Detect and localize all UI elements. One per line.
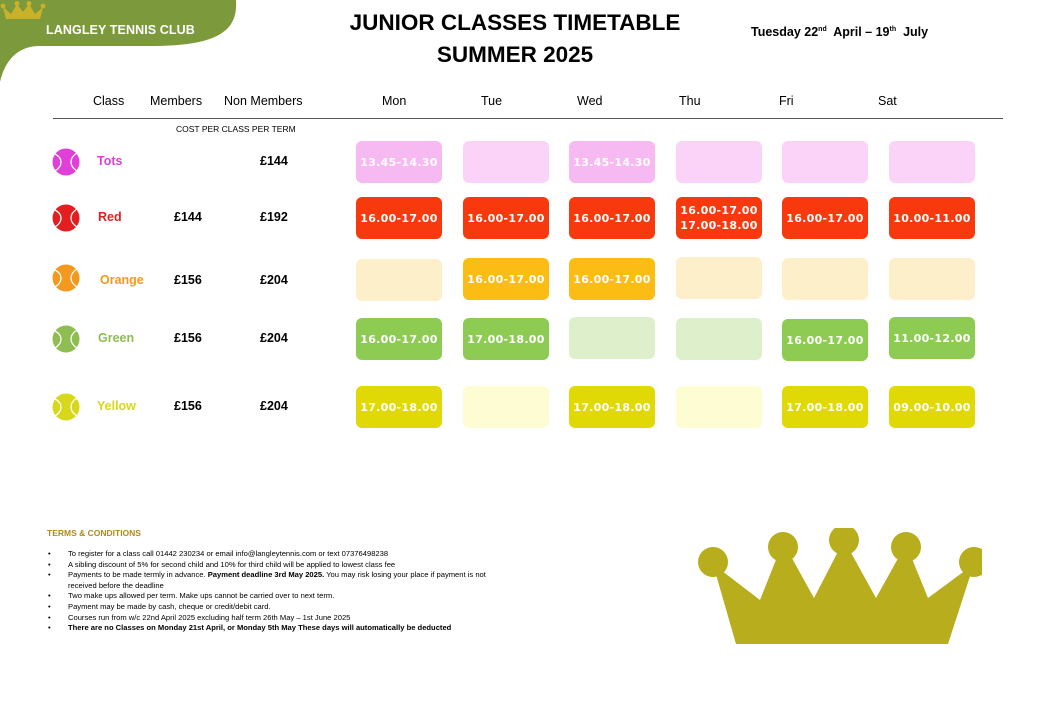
slot-time: 16.00-17.00	[573, 272, 651, 286]
members-price: £156	[174, 399, 202, 413]
tennis-ball-icon	[52, 325, 80, 353]
col-header-class: Class	[93, 94, 125, 108]
empty-slot	[676, 386, 762, 428]
class-slot	[569, 197, 655, 239]
empty-slot	[569, 317, 655, 359]
terms-item: • Two make ups allowed per term. Make ups cannot be carried over to next term.	[48, 591, 568, 602]
non-members-price: £204	[260, 273, 288, 287]
slot-time: 13.45-14.30	[573, 155, 651, 169]
terms-title: TERMS & CONDITIONS	[47, 528, 141, 538]
col-header-non-members: Non Members	[224, 94, 303, 108]
col-header-sat: Sat	[878, 94, 897, 108]
cost-note: COST PER CLASS PER TERM	[176, 124, 296, 134]
terms-item: • To register for a class call 01442 230234 or email info@langleytennis.com or text 07376498238	[48, 549, 568, 560]
class-slot	[356, 197, 442, 239]
col-header-wed: Wed	[577, 94, 603, 108]
non-members-price: £192	[260, 210, 288, 224]
class-name: Orange	[100, 273, 144, 287]
class-slot	[889, 197, 975, 239]
tennis-ball-icon	[52, 393, 80, 421]
slot-time: 11.00-12.00	[893, 331, 971, 345]
tennis-ball-icon	[52, 204, 80, 232]
term-dates: Tuesday 22nd April – 19th July	[751, 25, 929, 39]
class-name: Green	[98, 331, 135, 345]
slot-time: 17.00-18.00	[467, 332, 545, 346]
col-header-fri: Fri	[779, 94, 794, 108]
page-subtitle: SUMMER 2025	[436, 42, 594, 67]
members-price: £156	[174, 331, 202, 345]
slot-time: 10.00-11.00	[893, 211, 971, 225]
class-slot	[463, 258, 549, 300]
slot-time: 17.00-18.00	[360, 400, 438, 414]
non-members-price: £204	[260, 399, 288, 413]
class-slot	[569, 258, 655, 300]
class-slot	[782, 197, 868, 239]
slot-time: 16.00-17.00	[786, 211, 864, 225]
slot-time: 16.00-17.00	[360, 332, 438, 346]
class-slot	[463, 197, 549, 239]
empty-slot	[676, 141, 762, 183]
terms-item: • Payments to be made termly in advance. Payment deadline 3rd May 2025. You may risk losing your place if payment is not received before the deadline	[48, 570, 568, 591]
slot-time: 16.00-17.00	[360, 211, 438, 225]
non-members-price: £204	[260, 331, 288, 345]
members-price: £144	[174, 210, 202, 224]
club-name: LANGLEY TENNIS CLUB	[46, 23, 195, 37]
col-header-members: Members	[150, 94, 203, 108]
header-divider	[53, 118, 1003, 119]
slot-time: 13.45-14.30	[360, 155, 438, 169]
terms-item: • There are no Classes on Monday 21st April, or Monday 5th May These days will automatically be deducted	[48, 623, 568, 634]
empty-slot	[889, 141, 975, 183]
class-name: Tots	[97, 154, 123, 168]
slot-time: 16.00-17.00	[573, 211, 651, 225]
slot-time: 16.00-17.00	[680, 204, 758, 217]
slot-time: 16.00-17.00	[786, 333, 864, 347]
class-slot	[889, 317, 975, 359]
tennis-ball-icon	[52, 148, 80, 176]
class-slot	[676, 197, 762, 239]
terms-item: • A sibling discount of 5% for second child and 10% for third child will be applied to lowest class fee	[48, 560, 568, 571]
class-slot	[569, 386, 655, 428]
empty-slot	[463, 386, 549, 428]
slot-time: 09.00-10.00	[893, 400, 971, 414]
terms-item: • Courses run from w/c 22nd April 2025 excluding half term 26th May – 1st June 2025	[48, 613, 568, 624]
slot-time: 17.00-18.00	[573, 400, 651, 414]
class-slot	[463, 318, 549, 360]
empty-slot	[463, 141, 549, 183]
club-badge	[0, 0, 240, 82]
class-name: Red	[98, 210, 122, 224]
class-slot	[356, 386, 442, 428]
crown-icon	[0, 0, 46, 22]
class-slot	[889, 386, 975, 428]
class-slot	[356, 141, 442, 183]
empty-slot	[889, 258, 975, 300]
slot-time: 16.00-17.00	[467, 211, 545, 225]
slot-time: 17.00-18.00	[680, 219, 758, 232]
slot-time: 17.00-18.00	[786, 400, 864, 414]
col-header-tue: Tue	[481, 94, 503, 108]
slot-time: 16.00-17.00	[467, 272, 545, 286]
col-header-thu: Thu	[679, 94, 701, 108]
class-name: Yellow	[97, 399, 136, 413]
class-slot	[569, 141, 655, 183]
class-slot	[782, 319, 868, 361]
class-slot	[782, 386, 868, 428]
page-title: JUNIOR CLASSES TIMETABLE	[349, 10, 681, 35]
non-members-price: £144	[260, 154, 288, 168]
col-header-mon: Mon	[382, 94, 407, 108]
empty-slot	[782, 258, 868, 300]
class-slot	[356, 318, 442, 360]
members-price: £156	[174, 273, 202, 287]
terms-list	[48, 549, 568, 634]
tennis-ball-icon	[52, 264, 80, 292]
empty-slot	[676, 318, 762, 360]
terms-item: • Payment may be made by cash, cheque or credit/debit card.	[48, 602, 568, 613]
crown-icon	[696, 528, 982, 650]
empty-slot	[676, 257, 762, 299]
empty-slot	[356, 259, 442, 301]
empty-slot	[782, 141, 868, 183]
